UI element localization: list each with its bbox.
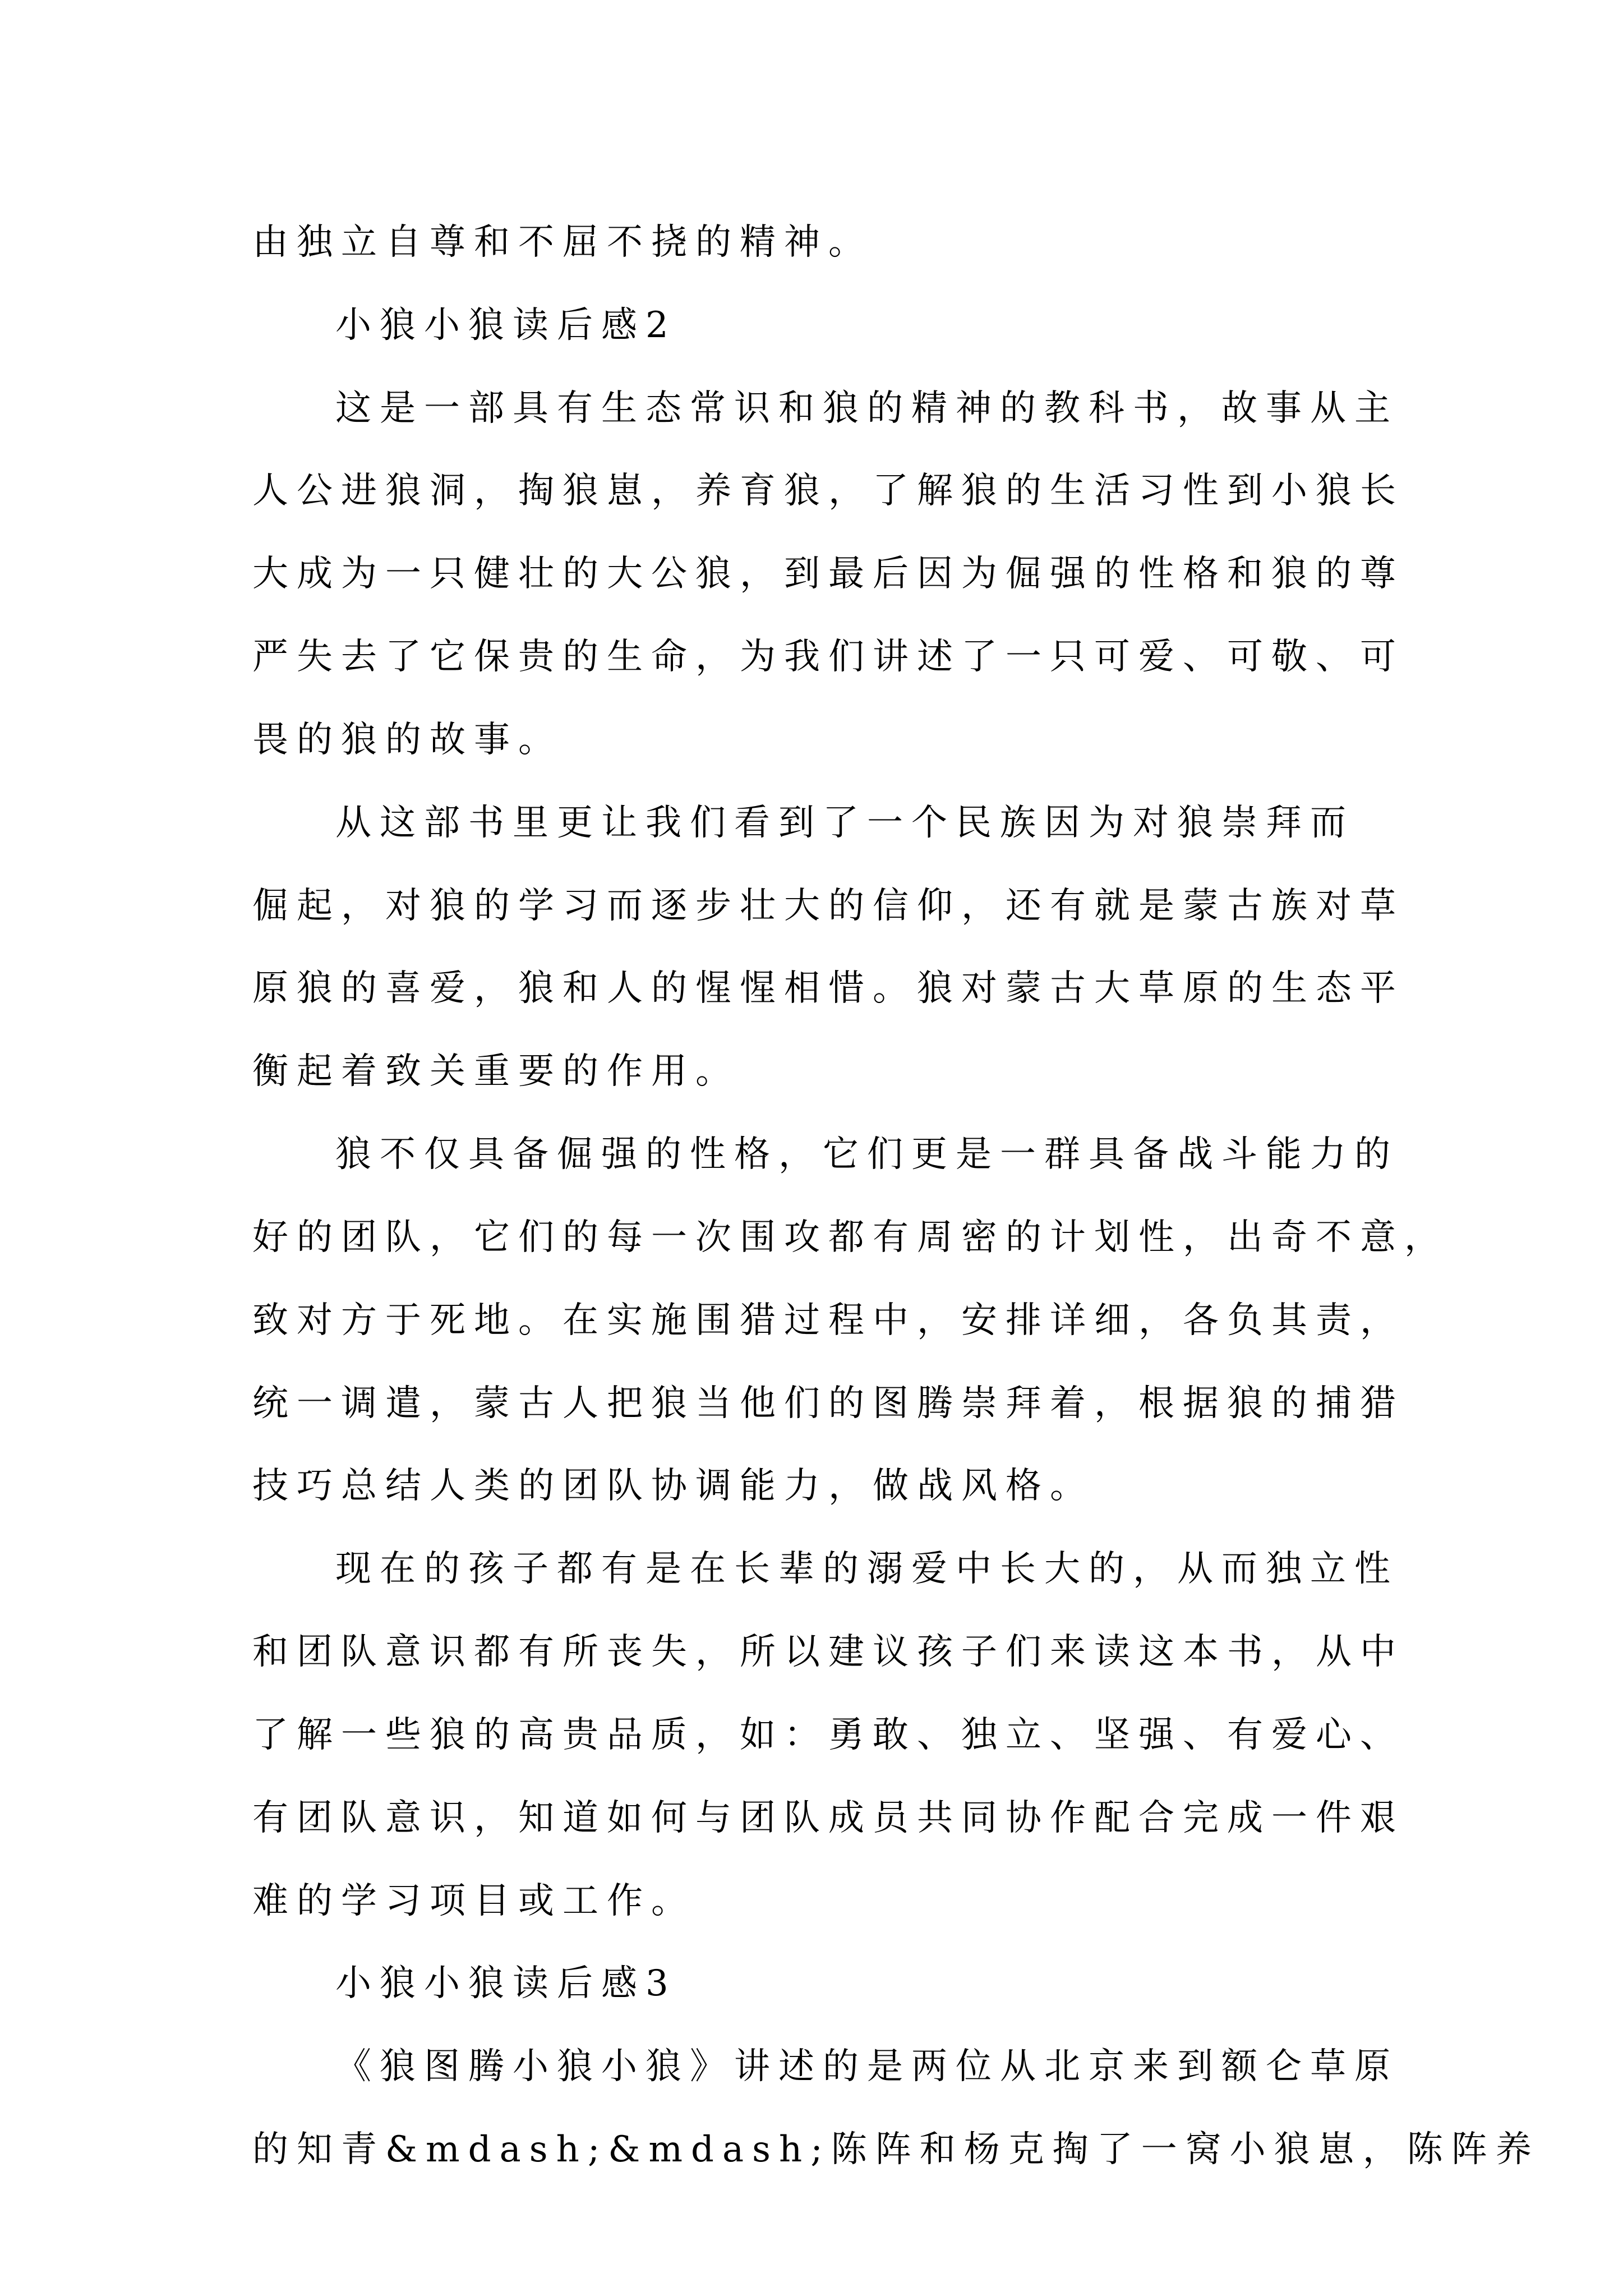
text-line: 由独立自尊和不屈不挠的精神。 [252, 222, 873, 263]
text-line: 了解一些狼的高贵品质，如：勇敢、独立、坚强、有爱心、 [252, 1714, 1404, 1756]
section-heading: 小狼小狼读后感2 [335, 305, 677, 346]
text-line: 从这部书里更让我们看到了一个民族因为对狼崇拜而 [335, 802, 1354, 844]
text-line: 人公进狼洞，掏狼崽，养育狼，了解狼的生活习性到小狼长 [252, 470, 1404, 512]
text-line: 这是一部具有生态常识和狼的精神的教科书，故事从主 [335, 388, 1399, 429]
text-line: 和团队意识都有所丧失，所以建议孩子们来读这本书，从中 [252, 1631, 1404, 1673]
text-line: 现在的孩子都有是在长辈的溺爱中长大的，从而独立性 [335, 1548, 1399, 1590]
text-line: 倔起，对狼的学习而逐步壮大的信仰，还有就是蒙古族对草 [252, 885, 1404, 927]
text-line: 严失去了它保贵的生命，为我们讲述了一只可爱、可敬、可 [252, 636, 1404, 678]
text-line: 狼不仅具备倔强的性格，它们更是一群具备战斗能力的 [335, 1134, 1399, 1175]
text-line: 《狼图腾小狼小狼》讲述的是两位从北京来到额仑草原 [335, 2046, 1399, 2087]
text-line: 难的学习项目或工作。 [252, 1880, 695, 1922]
text-line: 技巧总结人类的团队协调能力，做战风格。 [252, 1465, 1094, 1507]
text-line: 好的团队，它们的每一次围攻都有周密的计划性，出奇不意， [252, 1217, 1449, 1258]
text-line: 致对方于死地。在实施围猎过程中，安排详细，各负其责， [252, 1300, 1404, 1341]
text-line: 畏的狼的故事。 [252, 719, 562, 761]
text-line: 原狼的喜爱，狼和人的惺惺相惜。狼对蒙古大草原的生态平 [252, 968, 1404, 1009]
section-heading: 小狼小狼读后感3 [335, 1963, 677, 2004]
text-line: 有团队意识，知道如何与团队成员共同协作配合完成一件艰 [252, 1797, 1404, 1839]
text-line: 的知青&mdash;&mdash;陈阵和杨克掏了一窝小狼崽，陈阵养 [252, 2129, 1540, 2170]
text-line: 大成为一只健壮的大公狼，到最后因为倔强的性格和狼的尊 [252, 553, 1404, 595]
text-line: 统一调遣，蒙古人把狼当他们的图腾崇拜着，根据狼的捕猎 [252, 1383, 1404, 1424]
text-line: 衡起着致关重要的作用。 [252, 1051, 740, 1092]
